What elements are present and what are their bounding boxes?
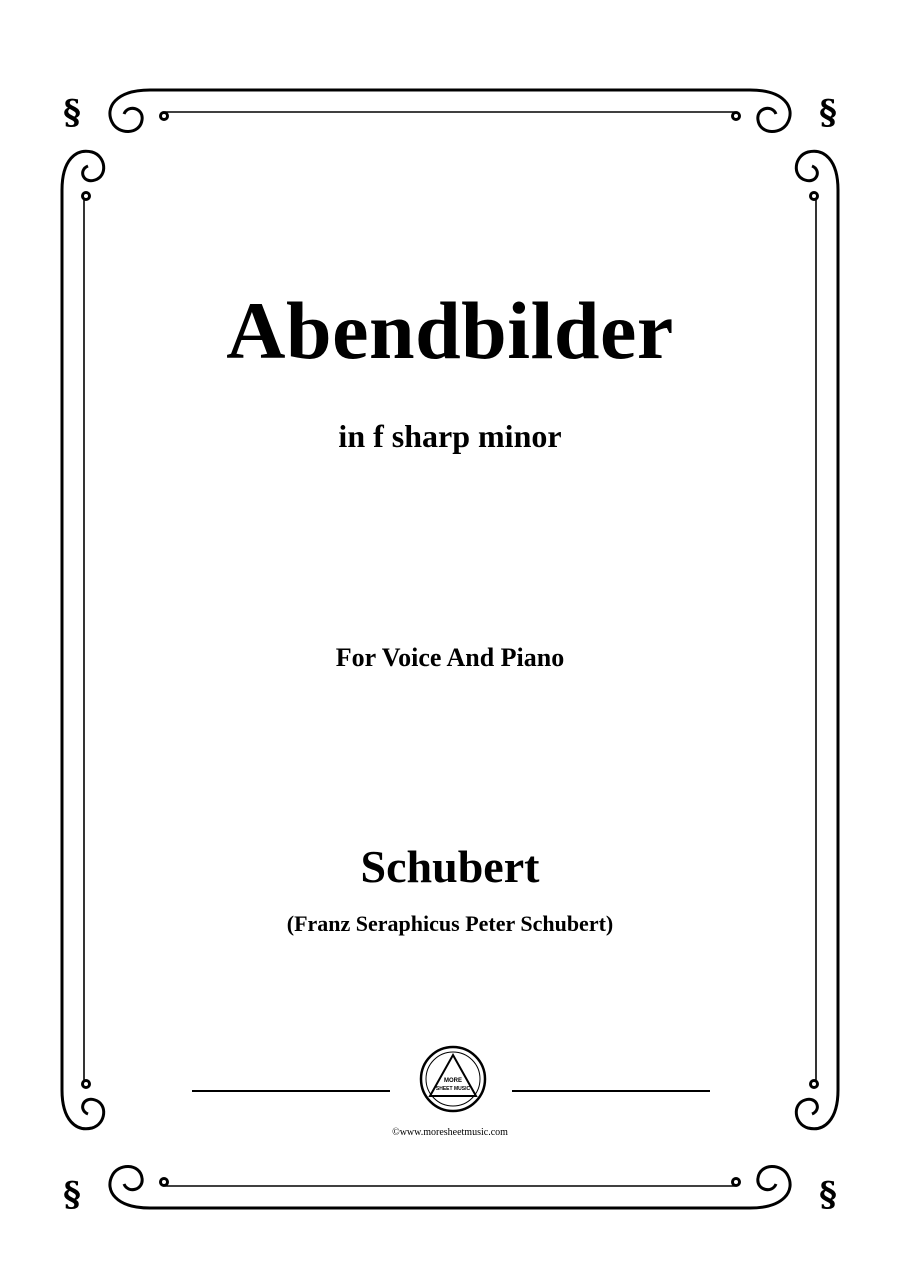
- logo-line-1: MORE: [444, 1078, 462, 1084]
- score-key: in f sharp minor: [338, 418, 562, 454]
- copyright-notice: ©www.moresheetmusic.com: [392, 1127, 508, 1138]
- section-sign-icon: §: [63, 93, 81, 133]
- composer-name: Schubert: [360, 841, 540, 892]
- score-instrumentation: For Voice And Piano: [335, 643, 565, 672]
- section-sign-icon: §: [819, 93, 837, 133]
- logo-line-2: SHEET MUSIC: [435, 1086, 471, 1092]
- triangle-seal-icon: [418, 1044, 488, 1114]
- divider-left: [192, 1090, 390, 1092]
- section-sign-icon: §: [819, 1175, 837, 1215]
- composer-full-name: (Franz Seraphicus Peter Schubert): [286, 911, 614, 936]
- score-title: Abendbilder: [226, 285, 674, 376]
- divider-right: [512, 1090, 710, 1092]
- section-sign-icon: §: [63, 1175, 81, 1215]
